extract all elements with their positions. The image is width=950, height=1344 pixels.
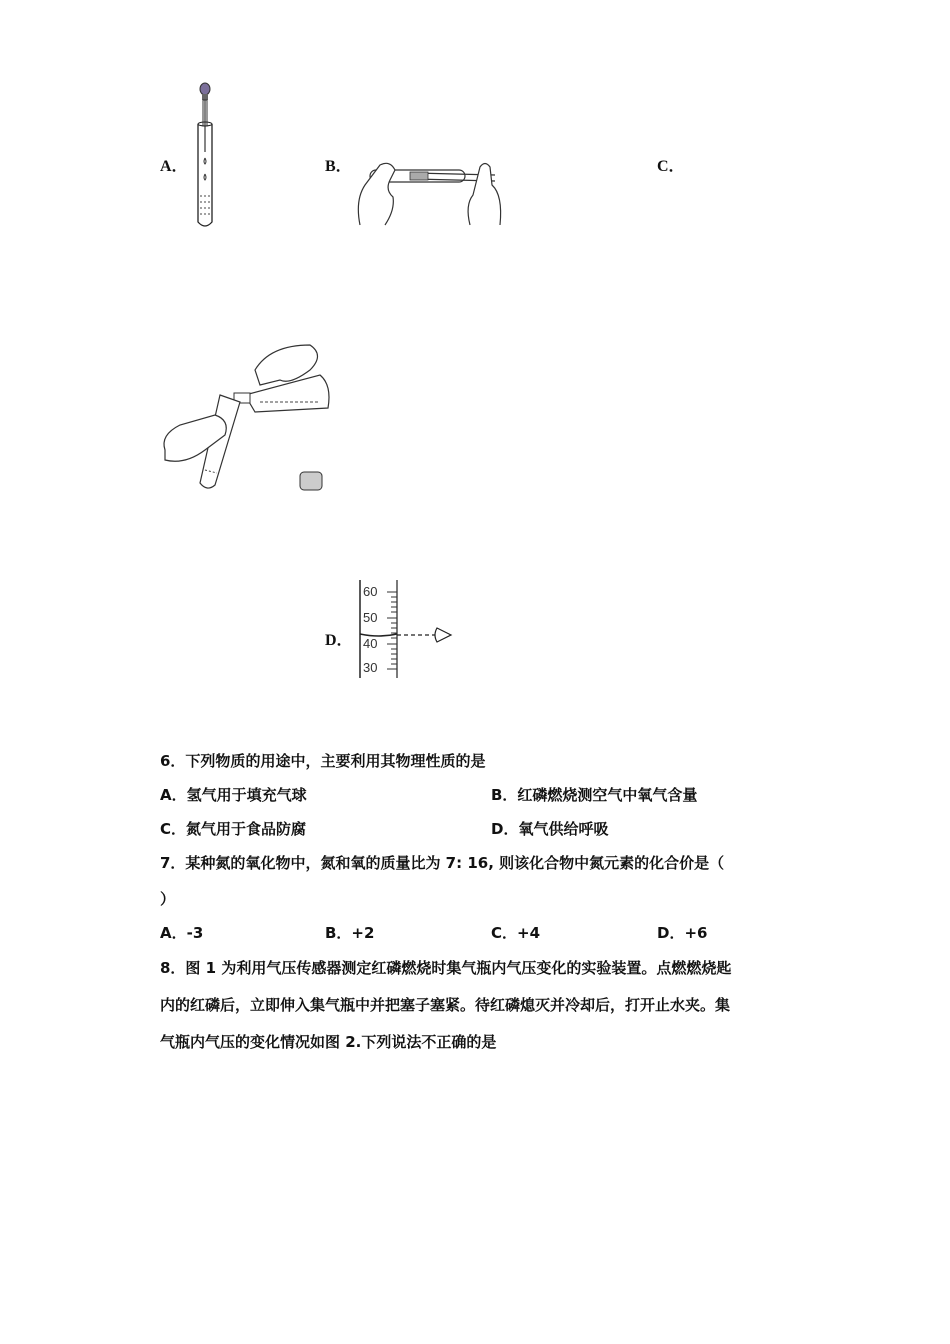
question-6-option-b: B．红磷燃烧测空气中氧气含量 [491, 786, 698, 804]
scale-tick-label: 50 [363, 610, 378, 625]
eye-icon [435, 628, 451, 642]
question-6-option-a: A．氢气用于填充气球 [160, 786, 307, 804]
question-7-option-d: D．+6 [657, 924, 708, 942]
question-7-option-b: B．+2 [325, 924, 375, 942]
option-c-label: C． [657, 158, 685, 175]
question-6-option-d: D．氧气供给呼吸 [491, 820, 609, 838]
option-d-label: D． [325, 632, 353, 649]
question-8-line-2: 内的红磷后，立即伸入集气瓶中并把塞子塞紧。待红磷熄灭并冷却后，打开止水夹。集 [160, 996, 731, 1014]
question-7-stem: 7．某种氮的氧化物中，氮和氧的质量比为 7: 16, 则该化合物中氮元素的化合价是（ [160, 854, 725, 872]
scale-tick-label: 40 [363, 636, 378, 651]
dropper-test-tube-figure [190, 82, 220, 230]
option-a-label: A． [160, 158, 188, 175]
scale-tick-label: 60 [363, 584, 378, 599]
scale-tick-label: 30 [363, 660, 378, 675]
question-6-option-c: C．氮气用于食品防腐 [160, 820, 307, 838]
question-7-option-a: A．-3 [160, 924, 204, 942]
question-7-option-c: C．+4 [491, 924, 541, 942]
question-8-line-1: 8．图 1 为利用气压传感器测定红磷燃烧时集气瓶内气压变化的实验装置。点燃燃烧匙 [160, 959, 732, 977]
graduated-cylinder-scale-figure [355, 578, 455, 682]
option-b-label: B． [325, 158, 352, 175]
pouring-liquid-figure [160, 340, 335, 495]
question-7-stem-end: ） [160, 890, 176, 908]
hands-holding-tube-figure [355, 155, 505, 227]
question-8-line-3: 气瓶内气压的变化情况如图 2.下列说法不正确的是 [160, 1033, 497, 1051]
question-6-stem: 6．下列物质的用途中，主要利用其物理性质的是 [160, 752, 486, 770]
